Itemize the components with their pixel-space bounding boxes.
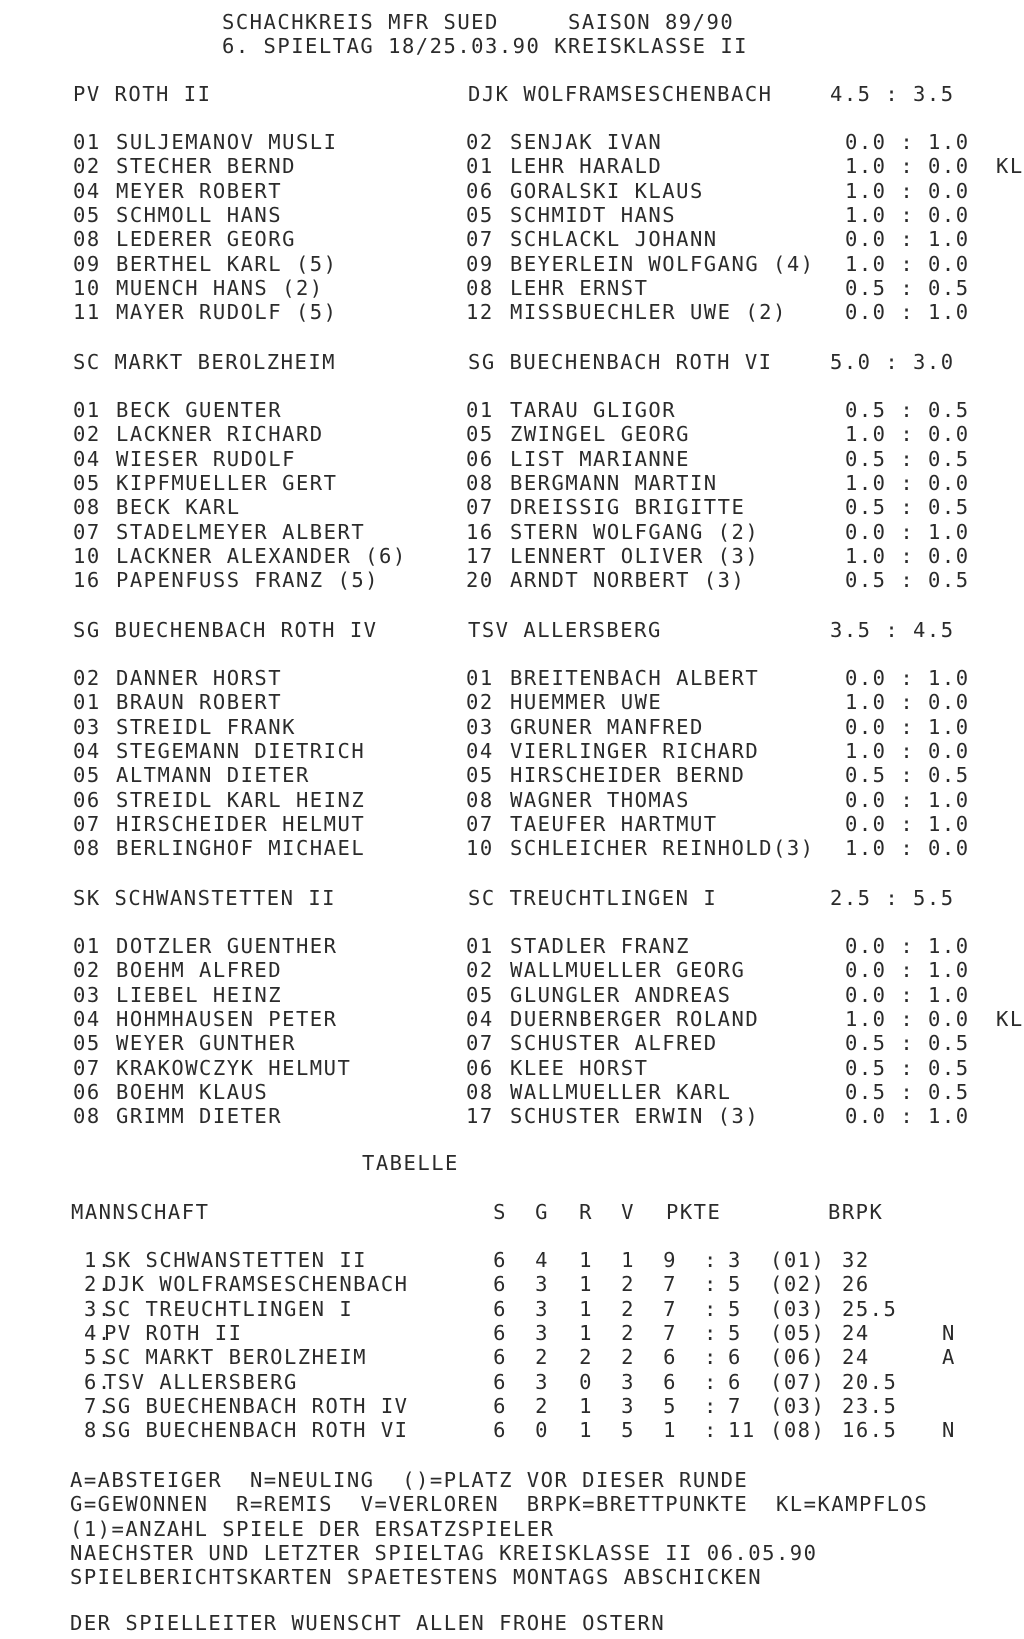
away-player: GORALSKI KLAUS (510, 179, 704, 203)
away-board-number: 12 (466, 300, 494, 324)
lost: 5 (621, 1418, 635, 1442)
points-for: 7 (663, 1321, 677, 1345)
legend-line: (1)=ANZAHL SPIELE DER ERSATZSPIELER (70, 1517, 555, 1541)
home-player: HIRSCHEIDER HELMUT (116, 812, 366, 836)
away-player: HUEMMER UWE (510, 690, 663, 714)
drawn: 2 (579, 1345, 593, 1369)
away-player: LENNERT OLIVER (3) (510, 544, 760, 568)
home-board-number: 04 (73, 1007, 101, 1031)
legend-line: SPIELBERICHTSKARTEN SPAETESTENS MONTAGS ABSCHICKEN (70, 1565, 763, 1589)
away-board-number: 01 (466, 666, 494, 690)
home-player: HOHMHAUSEN PETER (116, 1007, 338, 1031)
won: 0 (535, 1418, 549, 1442)
away-player: SCHUSTER ALFRED (510, 1031, 718, 1055)
board-score: 1.0 : 0.0 (845, 836, 970, 860)
home-board-number: 04 (73, 739, 101, 763)
board-score: 0.5 : 0.5 (845, 763, 970, 787)
home-board-number: 05 (73, 763, 101, 787)
board-points: 16.5 (842, 1418, 898, 1442)
team-name: SC TREUCHTLINGEN I (104, 1297, 354, 1321)
away-board-number: 16 (466, 520, 494, 544)
away-board-number: 08 (466, 788, 494, 812)
home-player: ALTMANN DIETER (116, 763, 310, 787)
board-score: 0.0 : 1.0 (845, 958, 970, 982)
team-flag: N (942, 1418, 956, 1442)
col-header-brpk: BRPK (828, 1200, 884, 1224)
away-player: STERN WOLFGANG (2) (510, 520, 760, 544)
col-header-v: V (621, 1200, 635, 1224)
away-board-number: 06 (466, 447, 494, 471)
home-board-number: 02 (73, 666, 101, 690)
lost: 2 (621, 1297, 635, 1321)
won: 3 (535, 1272, 549, 1296)
away-board-number: 06 (466, 179, 494, 203)
away-board-number: 05 (466, 422, 494, 446)
away-player: SCHLACKL JOHANN (510, 227, 718, 251)
board-score: 0.5 : 0.5 (845, 495, 970, 519)
team-name: PV ROTH II (104, 1321, 243, 1345)
away-player: BERGMANN MARTIN (510, 471, 718, 495)
played: 6 (493, 1248, 507, 1272)
board-note: KL (996, 154, 1024, 178)
home-board-number: 05 (73, 471, 101, 495)
played: 6 (493, 1321, 507, 1345)
lost: 2 (621, 1272, 635, 1296)
home-board-number: 02 (73, 422, 101, 446)
standings-title: TABELLE (362, 1151, 459, 1175)
home-player: LACKNER ALEXANDER (6) (116, 544, 407, 568)
away-board-number: 07 (466, 227, 494, 251)
board-score: 0.5 : 0.5 (845, 568, 970, 592)
team-flag: A (942, 1345, 956, 1369)
away-player: ARNDT NORBERT (3) (510, 568, 746, 592)
board-score: 0.5 : 0.5 (845, 398, 970, 422)
won: 3 (535, 1297, 549, 1321)
home-board-number: 02 (73, 958, 101, 982)
board-score: 1.0 : 0.0 (845, 471, 970, 495)
points-against: 11 (728, 1418, 756, 1442)
away-board-number: 08 (466, 1080, 494, 1104)
rank: 4. (84, 1321, 112, 1345)
points-against: 5 (728, 1321, 742, 1345)
previous-place: (03) (770, 1297, 826, 1321)
away-player: STADLER FRANZ (510, 934, 690, 958)
points-against: 5 (728, 1297, 742, 1321)
home-player: SCHMOLL HANS (116, 203, 283, 227)
legend-line: NAECHSTER UND LETZTER SPIELTAG KREISKLASSE II 06.05.90 (70, 1541, 818, 1565)
won: 3 (535, 1370, 549, 1394)
away-board-number: 01 (466, 398, 494, 422)
home-board-number: 03 (73, 983, 101, 1007)
played: 6 (493, 1272, 507, 1296)
rank: 5. (84, 1345, 112, 1369)
board-score: 0.0 : 1.0 (845, 227, 970, 251)
board-points: 24 (842, 1321, 870, 1345)
match-score: 3.5 : 4.5 (830, 618, 955, 642)
board-score: 1.0 : 0.0 (845, 544, 970, 568)
board-score: 1.0 : 0.0 (845, 739, 970, 763)
rank: 7. (84, 1394, 112, 1418)
home-player: DANNER HORST (116, 666, 283, 690)
away-board-number: 05 (466, 763, 494, 787)
away-board-number: 05 (466, 203, 494, 227)
home-board-number: 07 (73, 520, 101, 544)
legend-line: G=GEWONNEN R=REMIS V=VERLOREN BRPK=BRETTPUNKTE KL=KAMPFLOS (70, 1492, 929, 1516)
team-name: SC MARKT BEROLZHEIM (104, 1345, 367, 1369)
previous-place: (01) (770, 1248, 826, 1272)
away-board-number: 03 (466, 715, 494, 739)
away-player: LEHR HARALD (510, 154, 663, 178)
rank: 6. (84, 1370, 112, 1394)
board-score: 1.0 : 0.0 (845, 154, 970, 178)
away-board-number: 20 (466, 568, 494, 592)
drawn: 1 (579, 1297, 593, 1321)
home-player: LACKNER RICHARD (116, 422, 324, 446)
home-player: STADELMEYER ALBERT (116, 520, 366, 544)
home-board-number: 05 (73, 1031, 101, 1055)
played: 6 (493, 1394, 507, 1418)
away-team: TSV ALLERSBERG (468, 618, 662, 642)
board-score: 0.5 : 0.5 (845, 447, 970, 471)
points-against: 7 (728, 1394, 742, 1418)
board-score: 0.0 : 1.0 (845, 934, 970, 958)
points-separator: : (704, 1297, 718, 1321)
points-for: 9 (663, 1248, 677, 1272)
away-player: SCHLEICHER REINHOLD(3) (510, 836, 815, 860)
board-score: 1.0 : 0.0 (845, 203, 970, 227)
home-player: MAYER RUDOLF (5) (116, 300, 338, 324)
home-player: SULJEMANOV MUSLI (116, 130, 338, 154)
col-header-team: MANNSCHAFT (71, 1200, 210, 1224)
home-player: BECK KARL (116, 495, 241, 519)
board-score: 1.0 : 0.0 (845, 252, 970, 276)
away-board-number: 04 (466, 1007, 494, 1031)
away-player: BEYERLEIN WOLFGANG (4) (510, 252, 815, 276)
home-player: WEYER GUNTHER (116, 1031, 296, 1055)
home-board-number: 01 (73, 690, 101, 714)
points-against: 5 (728, 1272, 742, 1296)
lost: 2 (621, 1345, 635, 1369)
home-player: MEYER ROBERT (116, 179, 283, 203)
col-header-g: G (535, 1200, 549, 1224)
previous-place: (08) (770, 1418, 826, 1442)
home-board-number: 09 (73, 252, 101, 276)
col-header-r: R (579, 1200, 593, 1224)
previous-place: (07) (770, 1370, 826, 1394)
rank: 3. (84, 1297, 112, 1321)
away-board-number: 07 (466, 812, 494, 836)
away-board-number: 17 (466, 1104, 494, 1128)
home-player: BOEHM KLAUS (116, 1080, 269, 1104)
away-player: WALLMUELLER KARL (510, 1080, 732, 1104)
legend-line: A=ABSTEIGER N=NEULING ()=PLATZ VOR DIESER RUNDE (70, 1468, 749, 1492)
lost: 1 (621, 1248, 635, 1272)
home-player: STECHER BERND (116, 154, 296, 178)
away-player: WAGNER THOMAS (510, 788, 690, 812)
drawn: 1 (579, 1248, 593, 1272)
previous-place: (06) (770, 1345, 826, 1369)
board-score: 1.0 : 0.0 (845, 690, 970, 714)
home-player: BRAUN ROBERT (116, 690, 283, 714)
board-points: 26 (842, 1272, 870, 1296)
home-player: STREIDL KARL HEINZ (116, 788, 366, 812)
col-header-s: S (493, 1200, 507, 1224)
home-player: DOTZLER GUENTHER (116, 934, 338, 958)
points-separator: : (704, 1321, 718, 1345)
home-player: LEDERER GEORG (116, 227, 296, 251)
away-board-number: 08 (466, 471, 494, 495)
away-player: SENJAK IVAN (510, 130, 663, 154)
board-points: 20.5 (842, 1370, 898, 1394)
home-board-number: 10 (73, 544, 101, 568)
home-player: WIESER RUDOLF (116, 447, 296, 471)
away-board-number: 07 (466, 1031, 494, 1055)
drawn: 1 (579, 1272, 593, 1296)
away-board-number: 08 (466, 276, 494, 300)
points-for: 1 (663, 1418, 677, 1442)
away-board-number: 17 (466, 544, 494, 568)
away-player: LIST MARIANNE (510, 447, 690, 471)
home-board-number: 06 (73, 1080, 101, 1104)
points-for: 7 (663, 1297, 677, 1321)
played: 6 (493, 1345, 507, 1369)
rank: 8. (84, 1418, 112, 1442)
team-name: DJK WOLFRAMSESCHENBACH (104, 1272, 409, 1296)
away-player: GLUNGLER ANDREAS (510, 983, 732, 1007)
points-against: 6 (728, 1345, 742, 1369)
home-board-number: 01 (73, 398, 101, 422)
col-header-pkte: PKTE (666, 1200, 722, 1224)
away-player: DUERNBERGER ROLAND (510, 1007, 760, 1031)
away-board-number: 02 (466, 690, 494, 714)
home-board-number: 04 (73, 447, 101, 471)
won: 2 (535, 1394, 549, 1418)
home-board-number: 08 (73, 1104, 101, 1128)
away-player: WALLMUELLER GEORG (510, 958, 746, 982)
home-player: GRIMM DIETER (116, 1104, 283, 1128)
points-for: 7 (663, 1272, 677, 1296)
away-board-number: 07 (466, 495, 494, 519)
board-score: 0.5 : 0.5 (845, 276, 970, 300)
away-player: MISSBUECHLER UWE (2) (510, 300, 787, 324)
played: 6 (493, 1370, 507, 1394)
away-team: SG BUECHENBACH ROTH VI (468, 350, 773, 374)
home-player: BECK GUENTER (116, 398, 283, 422)
won: 2 (535, 1345, 549, 1369)
away-board-number: 04 (466, 739, 494, 763)
points-separator: : (704, 1272, 718, 1296)
lost: 2 (621, 1321, 635, 1345)
board-score: 0.0 : 1.0 (845, 300, 970, 324)
away-board-number: 02 (466, 130, 494, 154)
header-line-1: SCHACHKREIS MFR SUED SAISON 89/90 (222, 10, 735, 34)
home-board-number: 03 (73, 715, 101, 739)
points-for: 6 (663, 1370, 677, 1394)
away-player: DREISSIG BRIGITTE (510, 495, 746, 519)
previous-place: (03) (770, 1394, 826, 1418)
rank: 1. (84, 1248, 112, 1272)
rank: 2. (84, 1272, 112, 1296)
home-board-number: 01 (73, 934, 101, 958)
previous-place: (02) (770, 1272, 826, 1296)
home-player: BERLINGHOF MICHAEL (116, 836, 366, 860)
points-for: 6 (663, 1345, 677, 1369)
away-player: TARAU GLIGOR (510, 398, 677, 422)
drawn: 1 (579, 1394, 593, 1418)
match-score: 2.5 : 5.5 (830, 886, 955, 910)
previous-place: (05) (770, 1321, 826, 1345)
won: 4 (535, 1248, 549, 1272)
home-board-number: 01 (73, 130, 101, 154)
home-player: LIEBEL HEINZ (116, 983, 283, 1007)
away-board-number: 09 (466, 252, 494, 276)
home-board-number: 07 (73, 1056, 101, 1080)
board-score: 0.5 : 0.5 (845, 1056, 970, 1080)
home-board-number: 06 (73, 788, 101, 812)
home-player: MUENCH HANS (2) (116, 276, 324, 300)
board-score: 0.5 : 0.5 (845, 1080, 970, 1104)
away-player: TAEUFER HARTMUT (510, 812, 718, 836)
board-score: 0.0 : 1.0 (845, 130, 970, 154)
away-player: SCHUSTER ERWIN (3) (510, 1104, 760, 1128)
home-board-number: 08 (73, 836, 101, 860)
board-score: 1.0 : 0.0 (845, 1007, 970, 1031)
team-name: SK SCHWANSTETTEN II (104, 1248, 367, 1272)
home-team: SC MARKT BEROLZHEIM (73, 350, 336, 374)
away-player: ZWINGEL GEORG (510, 422, 690, 446)
lost: 3 (621, 1394, 635, 1418)
home-player: STEGEMANN DIETRICH (116, 739, 366, 763)
home-player: KRAKOWCZYK HELMUT (116, 1056, 352, 1080)
board-points: 25.5 (842, 1297, 898, 1321)
home-team: SG BUECHENBACH ROTH IV (73, 618, 378, 642)
points-against: 3 (728, 1248, 742, 1272)
home-board-number: 16 (73, 568, 101, 592)
board-score: 0.0 : 1.0 (845, 788, 970, 812)
away-player: KLEE HORST (510, 1056, 649, 1080)
board-score: 0.0 : 1.0 (845, 520, 970, 544)
drawn: 1 (579, 1418, 593, 1442)
team-name: TSV ALLERSBERG (104, 1370, 298, 1394)
header-line-2: 6. SPIELTAG 18/25.03.90 KREISKLASSE II (222, 34, 748, 58)
home-player: BOEHM ALFRED (116, 958, 283, 982)
away-player: HIRSCHEIDER BERND (510, 763, 746, 787)
home-player: BERTHEL KARL (5) (116, 252, 338, 276)
home-player: PAPENFUSS FRANZ (5) (116, 568, 379, 592)
home-player: KIPFMUELLER GERT (116, 471, 338, 495)
points-separator: : (704, 1370, 718, 1394)
home-board-number: 08 (73, 227, 101, 251)
home-board-number: 05 (73, 203, 101, 227)
points-separator: : (704, 1394, 718, 1418)
away-team: SC TREUCHTLINGEN I (468, 886, 718, 910)
home-player: STREIDL FRANK (116, 715, 296, 739)
home-board-number: 04 (73, 179, 101, 203)
board-score: 0.0 : 1.0 (845, 715, 970, 739)
match-score: 4.5 : 3.5 (830, 82, 955, 106)
away-player: SCHMIDT HANS (510, 203, 677, 227)
home-board-number: 07 (73, 812, 101, 836)
board-score: 0.0 : 1.0 (845, 983, 970, 1007)
closing-line: DER SPIELLEITER WUENSCHT ALLEN FROHE OSTERN (70, 1611, 666, 1635)
home-board-number: 08 (73, 495, 101, 519)
played: 6 (493, 1418, 507, 1442)
home-team: SK SCHWANSTETTEN II (73, 886, 336, 910)
away-board-number: 05 (466, 983, 494, 1007)
away-player: GRUNER MANFRED (510, 715, 704, 739)
away-player: LEHR ERNST (510, 276, 649, 300)
points-separator: : (704, 1248, 718, 1272)
team-name: SG BUECHENBACH ROTH VI (104, 1418, 409, 1442)
board-score: 0.5 : 0.5 (845, 1031, 970, 1055)
won: 3 (535, 1321, 549, 1345)
board-points: 24 (842, 1345, 870, 1369)
points-against: 6 (728, 1370, 742, 1394)
away-player: VIERLINGER RICHARD (510, 739, 760, 763)
played: 6 (493, 1297, 507, 1321)
board-score: 0.0 : 1.0 (845, 1104, 970, 1128)
points-for: 5 (663, 1394, 677, 1418)
board-score: 0.0 : 1.0 (845, 666, 970, 690)
match-score: 5.0 : 3.0 (830, 350, 955, 374)
board-points: 32 (842, 1248, 870, 1272)
away-board-number: 10 (466, 836, 494, 860)
home-board-number: 10 (73, 276, 101, 300)
away-player: BREITENBACH ALBERT (510, 666, 760, 690)
away-board-number: 01 (466, 934, 494, 958)
board-score: 0.0 : 1.0 (845, 812, 970, 836)
home-board-number: 02 (73, 154, 101, 178)
board-points: 23.5 (842, 1394, 898, 1418)
points-separator: : (704, 1418, 718, 1442)
board-score: 1.0 : 0.0 (845, 179, 970, 203)
drawn: 1 (579, 1321, 593, 1345)
team-name: SG BUECHENBACH ROTH IV (104, 1394, 409, 1418)
board-note: KL (996, 1007, 1024, 1031)
home-board-number: 11 (73, 300, 101, 324)
points-separator: : (704, 1345, 718, 1369)
away-board-number: 06 (466, 1056, 494, 1080)
drawn: 0 (579, 1370, 593, 1394)
away-team: DJK WOLFRAMSESCHENBACH (468, 82, 773, 106)
lost: 3 (621, 1370, 635, 1394)
away-board-number: 01 (466, 154, 494, 178)
team-flag: N (942, 1321, 956, 1345)
board-score: 1.0 : 0.0 (845, 422, 970, 446)
home-team: PV ROTH II (73, 82, 212, 106)
away-board-number: 02 (466, 958, 494, 982)
